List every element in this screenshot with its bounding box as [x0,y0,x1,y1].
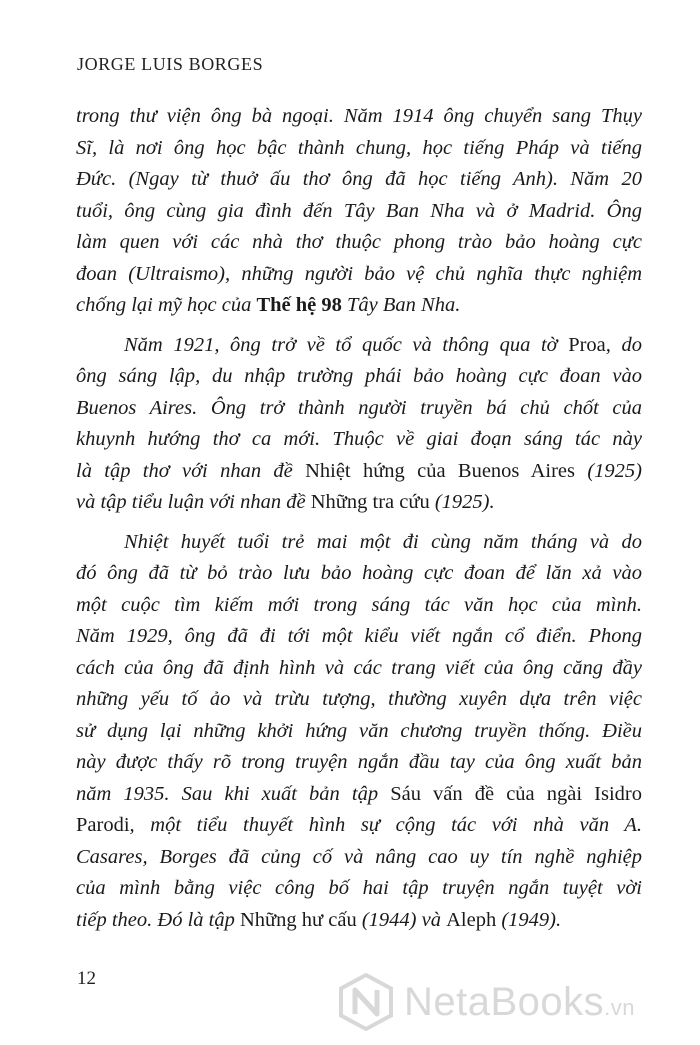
title-text: Proa [568,333,606,356]
text-run: Casares, Borges đã củng cố và nâng cao uy tín nghề nghiệp [76,845,642,868]
watermark [338,972,683,1032]
text-line [76,873,642,905]
text-run: Nhiệt huyết tuổi trẻ mai một đi cùng năm tháng và do [124,530,642,553]
text-line [76,259,642,291]
text-run: trong thư viện ông bà ngoại. Năm 1914 ông chuyển sang Thụy [76,105,642,127]
text-run: tiếp theo. Đó là tập [76,908,240,931]
text-run: Sĩ, là nơi ông học bậc thành chung, học tiếng Pháp và tiếng [76,136,642,159]
text-run: (1949). [496,908,562,931]
title-text: Parodi [76,814,130,836]
text-line [76,905,642,937]
page-number: 12 [77,968,96,989]
text-line [76,779,642,811]
text-run: , do [605,333,643,356]
text-line [76,133,642,165]
text-run: Buenos Aires. Ông trở thành người truyền bá chủ chốt của [76,396,642,419]
text-run: khuynh hướng thơ ca mới. Thuộc về giai đoạn sáng tác này [76,428,642,450]
text-line [76,164,642,196]
text-line [76,290,642,322]
title-text: Sáu vấn đề của ngài Isidro [390,782,642,805]
text-line [76,527,642,559]
text-line [76,842,642,874]
title-text: Những tra cứu [310,491,430,513]
text-run: của mình bằng việc công bố hai tập truyện ngắn tuyệt vời [76,877,642,899]
text-run: Đức. (Ngay từ thuở ấu thơ ông đã học tiếng Anh). Năm 20 [76,168,642,190]
netabooks-logo-icon [338,973,394,1031]
body-text [76,101,642,936]
text-run: này được thấy rõ trong truyện ngắn đầu tay của ông xuất bản [76,751,642,773]
text-run: đoan (Ultraismo), những người bảo vệ chủ nghĩa thực nghiệm [76,262,642,285]
text-line [76,487,642,519]
title-text: Những hư cấu [239,908,357,931]
text-run: tuổi, ông cùng gia đình đến Tây Ban Nha và ở Madrid. Ông [76,199,642,222]
text-line [76,747,642,779]
text-run: Năm 1921, ông trở về tổ quốc và thông qua tờ [124,333,569,356]
text-run: (1925). [429,491,495,513]
title-text: Nhiệt hứng của Buenos Aires [305,459,576,482]
text-run: là tập thơ với nhan đề [76,459,306,482]
watermark-text [404,980,635,1025]
text-run: Tây Ban Nha. [341,294,461,316]
text-run: (1925) [575,459,642,482]
text-line [76,227,642,259]
text-run: đó ông đã từ bỏ trào lưu bảo hoàng cực đoan để lăn xả vào [76,562,642,584]
running-head: JORGE LUIS BORGES [77,54,264,74]
text-line [76,424,642,456]
text-line [76,361,642,393]
text-line [76,393,642,425]
watermark-brand: NetaBooks [404,979,605,1024]
text-run: (1944) và [356,908,447,931]
watermark-suffix: .vn [604,994,636,1020]
text-run: làm quen với các nhà thơ thuộc phong trào bảo hoàng cực [76,231,642,253]
text-line [76,590,642,622]
text-line [76,621,642,653]
text-run: ông sáng lập, du nhập trường phái bảo hoàng cực đoan vào [76,365,642,387]
text-line [76,684,642,716]
text-run: cách của ông đã định hình và các trang viết của ông căng đầy [76,656,642,679]
bold-term: Thế hệ 98 [256,294,342,316]
text-run: một cuộc tìm kiếm mới trong sáng tác văn học của mình. [76,593,642,616]
text-run: năm 1935. Sau khi xuất bản tập [76,782,391,805]
text-line [76,653,642,685]
text-line [76,810,642,842]
text-line [76,716,642,748]
text-line [76,558,642,590]
text-line [76,101,642,133]
title-text: Aleph [446,908,497,931]
text-run: và tập tiểu luận với nhan đề [76,491,311,513]
text-run: sử dụng lại những khởi hứng văn chương truyền thống. Điều [76,719,642,742]
text-line [76,196,642,228]
text-run: , một tiểu thuyết hình sự cộng tác với nhà văn A. [129,814,642,836]
text-run: Năm 1929, ông đã đi tới một kiểu viết ngắn cổ điển. Phong [76,625,642,647]
text-line [76,456,642,488]
text-run: chống lại mỹ học của [76,294,257,316]
text-run: những yếu tố ảo và trừu tượng, thường xuyên dựa trên việc [76,688,642,710]
text-line [76,330,642,362]
